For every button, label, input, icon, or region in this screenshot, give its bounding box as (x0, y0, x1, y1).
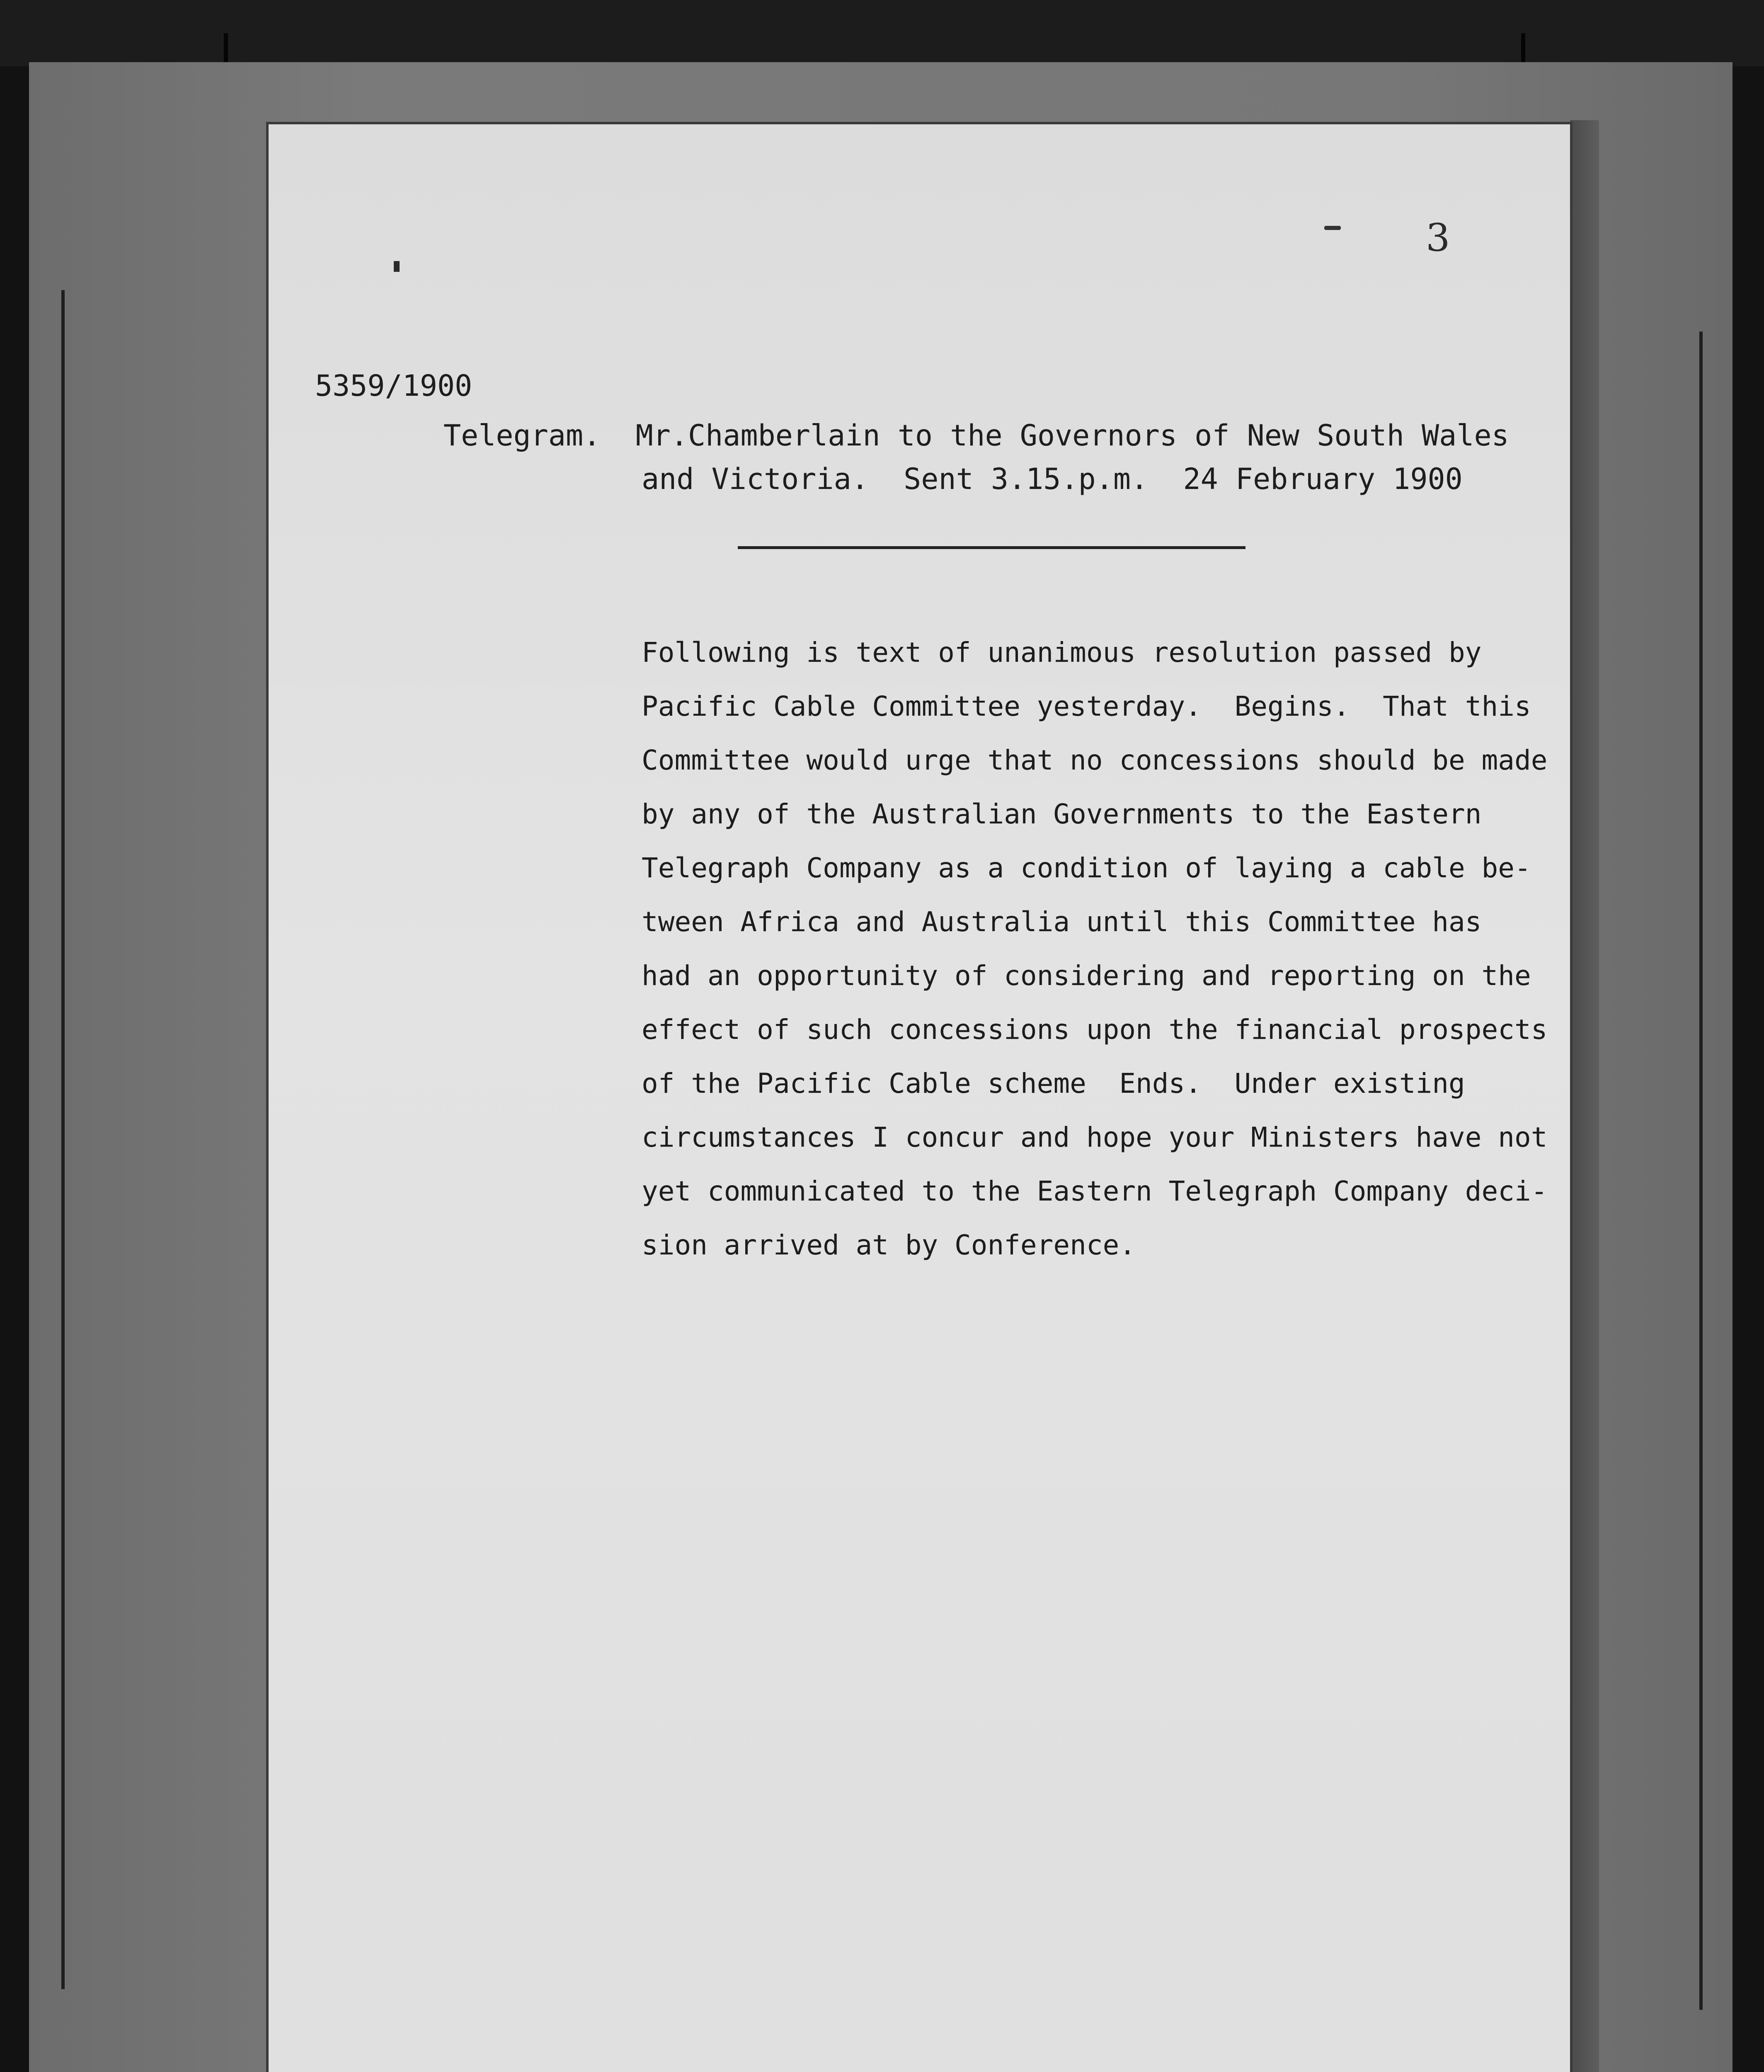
page-shadow (1570, 120, 1599, 2072)
body-line: had an opportunity of considering and reporting on the (642, 960, 1531, 992)
stray-ink-mark (1324, 226, 1341, 230)
body-line: tween Africa and Australia until this Committee has (642, 906, 1482, 938)
body-line: Following is text of unanimous resolution passed by (642, 637, 1482, 668)
telegram-header-line-2: and Victoria. Sent 3.15.p.m. 24 February 1900 (642, 462, 1463, 496)
mount-edge-line (61, 290, 65, 1989)
file-reference-number: 5359/1900 (315, 369, 472, 403)
body-line: yet communicated to the Eastern Telegraph Company deci- (642, 1175, 1548, 1207)
page-number: 3 (1426, 215, 1450, 260)
body-line: by any of the Australian Governments to the Eastern (642, 798, 1482, 830)
telegram-body (642, 626, 1553, 1272)
body-line: circumstances I concur and hope your Ministers have not (642, 1121, 1548, 1153)
body-line: of the Pacific Cable scheme Ends. Under existing (642, 1067, 1465, 1099)
body-line: effect of such concessions upon the financial prospects (642, 1014, 1548, 1046)
body-line: Telegraph Company as a condition of laying a cable be- (642, 852, 1531, 884)
body-line: Committee would urge that no concessions should be made (642, 744, 1548, 776)
film-top-border (0, 0, 1764, 66)
body-line: sion arrived at by Conference. (642, 1229, 1136, 1261)
body-line: Pacific Cable Committee yesterday. Begins. That this (642, 690, 1531, 722)
header-separator-rule (738, 546, 1245, 549)
mount-edge-line (1699, 332, 1703, 2010)
punch-mark (394, 261, 400, 272)
telegram-header-line-1: Telegram. Mr.Chamberlain to the Governors of New South Wales (443, 419, 1509, 453)
